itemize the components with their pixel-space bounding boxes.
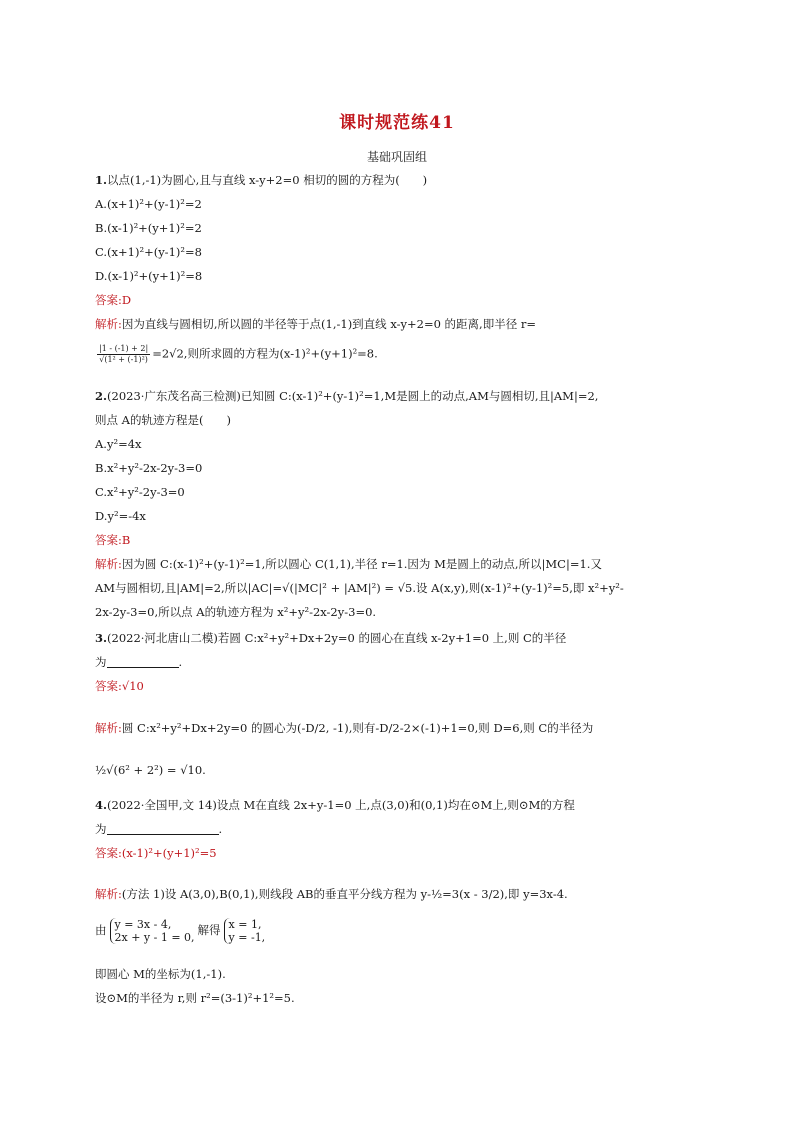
q3-analysis-text-1c: -2×(-1)+1=0,则 D=6,则 C的半径为 [399, 721, 594, 735]
q3-stem-text-2: 为 [95, 655, 107, 669]
q1-number: 1. [95, 173, 108, 187]
page-title: 课时规范练41 [339, 113, 455, 133]
q3-analysis-line-1 [95, 720, 593, 736]
q2-analysis-line-3: 2x-2y-3=0,所以点 A的轨迹方程为 x²+y²-2x-2y-3=0. [95, 605, 377, 619]
q2-option-c: C.x²+y²-2y-3=0 [95, 485, 185, 499]
q4-system-1-eq-2: 2x + y - 1 = 0, [114, 931, 195, 944]
q1-option-c: C.(x+1)²+(y-1)²=8 [95, 245, 202, 259]
q1-answer [95, 292, 131, 308]
q3-answer-blank [107, 655, 179, 668]
q2-answer-label: 答案: [95, 533, 122, 547]
q3-analysis-text-1a: 圆 C:x²+y²+Dx+2y=0 的圆心为 [121, 721, 297, 735]
q4-number: 4. [95, 798, 108, 812]
q3-answer-value: √10 [121, 679, 144, 693]
q4-analysis-text-1: (方法 1)设 A(3,0),B(0,1),则线段 AB的垂直平分线方程为 y-½=3(x - 3/2),即 y=3x-4. [121, 887, 568, 901]
q4-answer-label: 答案: [95, 846, 122, 860]
q4-answer-value: (x-1)²+(y+1)²=5 [121, 846, 217, 860]
q3-stem-line-2 [95, 654, 182, 670]
q3-stem-line-1 [95, 630, 566, 646]
q4-system-2-eq-1: x = 1, [228, 918, 262, 931]
q4-system-2 [224, 918, 266, 944]
q4-answer [95, 845, 217, 861]
q3-answer [95, 678, 144, 694]
q1-stem [95, 172, 427, 188]
q3-answer-label: 答案: [95, 679, 122, 693]
q1-distance-fraction [97, 344, 150, 365]
q1-analysis-line-1 [95, 316, 536, 332]
q1-analysis-label: 解析: [95, 317, 122, 331]
q4-equation-system [95, 918, 268, 944]
q1-option-a: A.(x+1)²+(y-1)²=2 [95, 197, 202, 211]
q1-analysis-text-2: =2√2,则所求圆的方程为(x-1)²+(y+1)²=8. [152, 346, 378, 361]
q2-analysis-line-2: AM与圆相切,且|AM|=2,所以|AC|=√(|MC|² + |AM|²) = √5.设 A(x,y),则(x-1)²+(y-1)²=5,即 x²+y²- [95, 581, 624, 595]
q2-answer [95, 532, 130, 548]
q3-center-x-expr: -D/2 [375, 721, 400, 735]
q4-system-1-eq-1: y = 3x - 4, [114, 918, 172, 931]
q4-answer-blank [107, 822, 219, 835]
q1-fraction-numerator: |1 - (-1) + 2| [99, 344, 149, 353]
q3-number: 3. [95, 631, 108, 645]
q2-analysis-text-1: 因为圆 C:(x-1)²+(y-1)²=1,所以圆心 C(1,1),半径 r=1.因为 M是圆上的动点,所以|MC|=1.又 [121, 557, 602, 571]
q3-analysis-line-2: ½√(6² + 2²) = √10. [95, 763, 206, 777]
q2-option-d: D.y²=-4x [95, 509, 146, 523]
q2-option-b: B.x²+y²-2x-2y-3=0 [95, 461, 203, 475]
q2-option-a: A.y²=4x [95, 437, 142, 451]
q4-system-1 [110, 918, 195, 944]
q4-stem-text-2: 为 [95, 822, 107, 836]
q4-system-prefix: 由 [95, 923, 107, 937]
q4-analysis-label: 解析: [95, 887, 122, 901]
q1-analysis-line-2 [95, 344, 378, 365]
q1-answer-value: D [121, 293, 132, 307]
q1-analysis-text-1: 因为直线与圆相切,所以圆的半径等于点(1,-1)到直线 x-y+2=0 的距离,即半径 r= [121, 317, 537, 331]
q4-system-2-eq-2: y = -1, [228, 931, 266, 944]
q4-stem-end: . [218, 822, 223, 836]
q4-stem-line-2 [95, 821, 222, 837]
q1-fraction-denominator: √(1² + (-1)²) [99, 355, 148, 364]
q3-stem-end: . [178, 655, 183, 669]
q4-analysis-line-1 [95, 886, 568, 902]
q3-circle-center: (-D/2, -1) [296, 721, 349, 735]
q1-answer-label: 答案: [95, 293, 122, 307]
q3-analysis-text-1b: ,则有 [348, 721, 376, 735]
q2-analysis-label: 解析: [95, 557, 122, 571]
q4-system-mid: 解得 [197, 923, 221, 937]
q1-stem-text: 以点(1,-1)为圆心,且与直线 x-y+2=0 相切的圆的方程为( ) [107, 173, 428, 187]
section-subtitle: 基础巩固组 [366, 150, 427, 164]
q2-stem-line-1 [95, 388, 598, 404]
q3-analysis-label: 解析: [95, 721, 122, 735]
q2-stem-line-2: 则点 A的轨迹方程是( ) [95, 413, 231, 427]
q4-analysis-line-4: 设⊙M的半径为 r,则 r²=(3-1)²+1²=5. [95, 991, 295, 1005]
q4-analysis-line-3: 即圆心 M的坐标为(1,-1). [95, 967, 226, 981]
q2-number: 2. [95, 389, 108, 403]
q4-stem-text-1: (2022·全国甲,文 14)设点 M在直线 2x+y-1=0 上,点(3,0)和(0,1)均在⊙M上,则⊙M的方程 [107, 798, 575, 812]
q1-option-d: D.(x-1)²+(y+1)²=8 [95, 269, 203, 283]
q4-stem-line-1 [95, 797, 575, 813]
q2-stem-text-1: (2023·广东茂名高三检测)已知圆 C:(x-1)²+(y-1)²=1,M是圆上的动点,AM与圆相切,且|AM|=2, [107, 389, 599, 403]
q2-analysis-line-1 [95, 556, 602, 572]
q1-option-b: B.(x-1)²+(y+1)²=2 [95, 221, 202, 235]
q2-answer-value: B [121, 533, 131, 547]
q3-stem-text-1: (2022·河北唐山二模)若圆 C:x²+y²+Dx+2y=0 的圆心在直线 x-2y+1=0 上,则 C的半径 [107, 631, 567, 645]
